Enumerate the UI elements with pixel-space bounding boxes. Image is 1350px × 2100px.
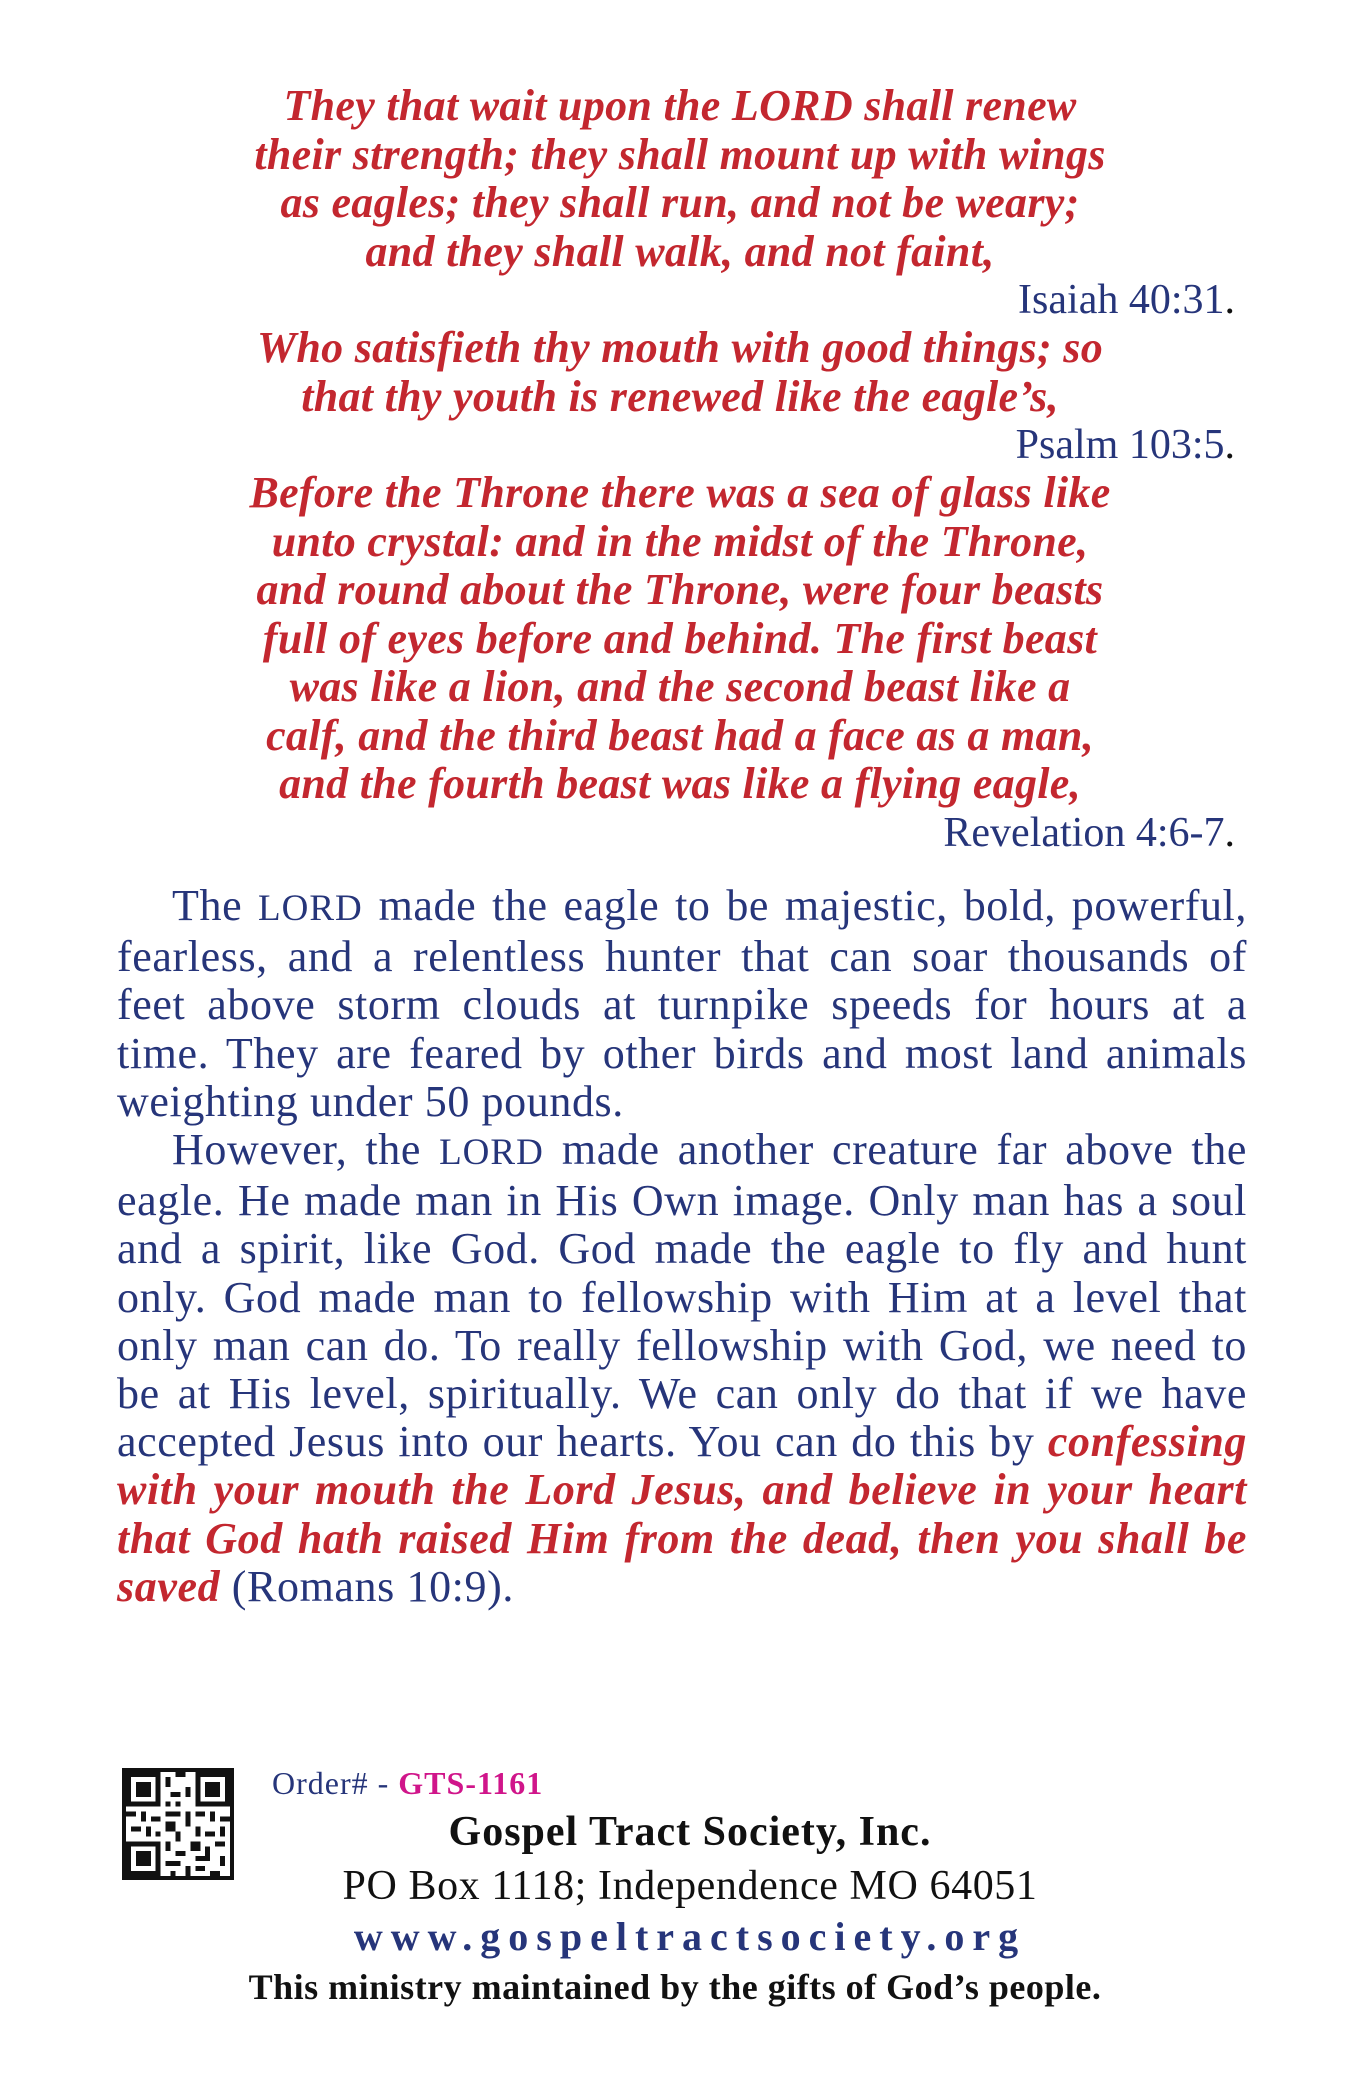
paragraph-lead: The <box>172 881 259 930</box>
lord-smallcaps: LORD <box>439 1132 544 1174</box>
paragraph-lead: However, the <box>172 1125 440 1175</box>
scripture-verses <box>115 82 1245 857</box>
verse-psalm <box>115 324 1245 421</box>
verse-isaiah <box>115 82 1245 276</box>
salvation-emphasis: confessing with your mouth the Lord Jesus, and believe in your heart that God hath raised Him from the dead, then you shall be saved <box>117 1417 1247 1611</box>
verse-revelation <box>115 469 1245 809</box>
verse-line: They that wait upon the LORD shall renew <box>283 81 1077 130</box>
romans-citation: (Romans 10:9). <box>220 1561 514 1611</box>
verse-line: was like a lion, and the second beast like a <box>289 662 1071 711</box>
paragraph-eagle <box>117 882 1247 1126</box>
mailing-address: PO Box 1118; Independence MO 64051 <box>342 1863 1038 1909</box>
reference-period: . <box>1224 277 1235 323</box>
tract-body <box>117 882 1247 1611</box>
verse-reference-isaiah <box>115 276 1245 324</box>
paragraph-text: made another creature far above the eagle. He made man in His Own image. Only man has a soul and a spirit, like God. God made the eagle to fly and hunt only. God made man to fellowship with Him at a level that only man can do. To really fellowship with God, we need to be at His level, spiritually. We can only do that if we have accepted Jesus into our hearts. You can do this by <box>117 1125 1247 1467</box>
verse-line: calf, and the third beast had a face as a man, <box>266 710 1094 760</box>
verse-reference-psalm <box>115 421 1245 469</box>
verse-reference-revelation <box>115 809 1245 857</box>
paragraph-man <box>117 1126 1247 1611</box>
organization-name: Gospel Tract Society, Inc. <box>448 1809 932 1855</box>
verse-line: as eagles; they shall run, and not be weary; <box>280 178 1080 227</box>
order-number <box>272 1765 1350 1802</box>
lord-smallcaps: LORD <box>258 888 363 929</box>
verse-line: Who satisfieth thy mouth with good things; so <box>256 323 1104 372</box>
verse-line: unto crystal: and in the midst of the Throne, <box>271 516 1089 566</box>
website-url[interactable]: www.gospeltractsociety.org <box>353 1914 1027 1959</box>
verse-line: their strength; they shall mount up with wings <box>254 129 1106 179</box>
verse-line: and they shall walk, and not faint, <box>365 226 995 276</box>
reference-text: Isaiah 40:31 <box>1018 277 1225 323</box>
order-label: Order# - <box>272 1765 399 1801</box>
verse-line: and the fourth beast was like a flying eagle, <box>279 759 1081 808</box>
verse-line: that thy youth is renewed like the eagle’s, <box>301 371 1059 421</box>
ministry-statement: This ministry maintained by the gifts of God’s people. <box>248 1967 1102 2007</box>
order-code: GTS-1161 <box>398 1765 544 1801</box>
reference-text: Psalm 103:5 <box>1015 422 1225 468</box>
paragraph-text: made the eagle to be majestic, bold, powerful, fearless, and a relentless hunter that can soar thousands of feet above storm clouds at turnpike speeds for hours at a time. They are feared by other birds and most land animals weighting under 50 pounds. <box>117 881 1247 1126</box>
verse-line: full of eyes before and behind. The first beast <box>262 613 1098 663</box>
reference-period: . <box>1224 809 1235 856</box>
reference-period: . <box>1224 422 1235 468</box>
verse-line: Before the Throne there was a sea of glass like <box>249 468 1111 517</box>
verse-line: and round about the Throne, were four beasts <box>256 565 1104 614</box>
reference-text: Revelation 4:6-7 <box>943 809 1225 856</box>
